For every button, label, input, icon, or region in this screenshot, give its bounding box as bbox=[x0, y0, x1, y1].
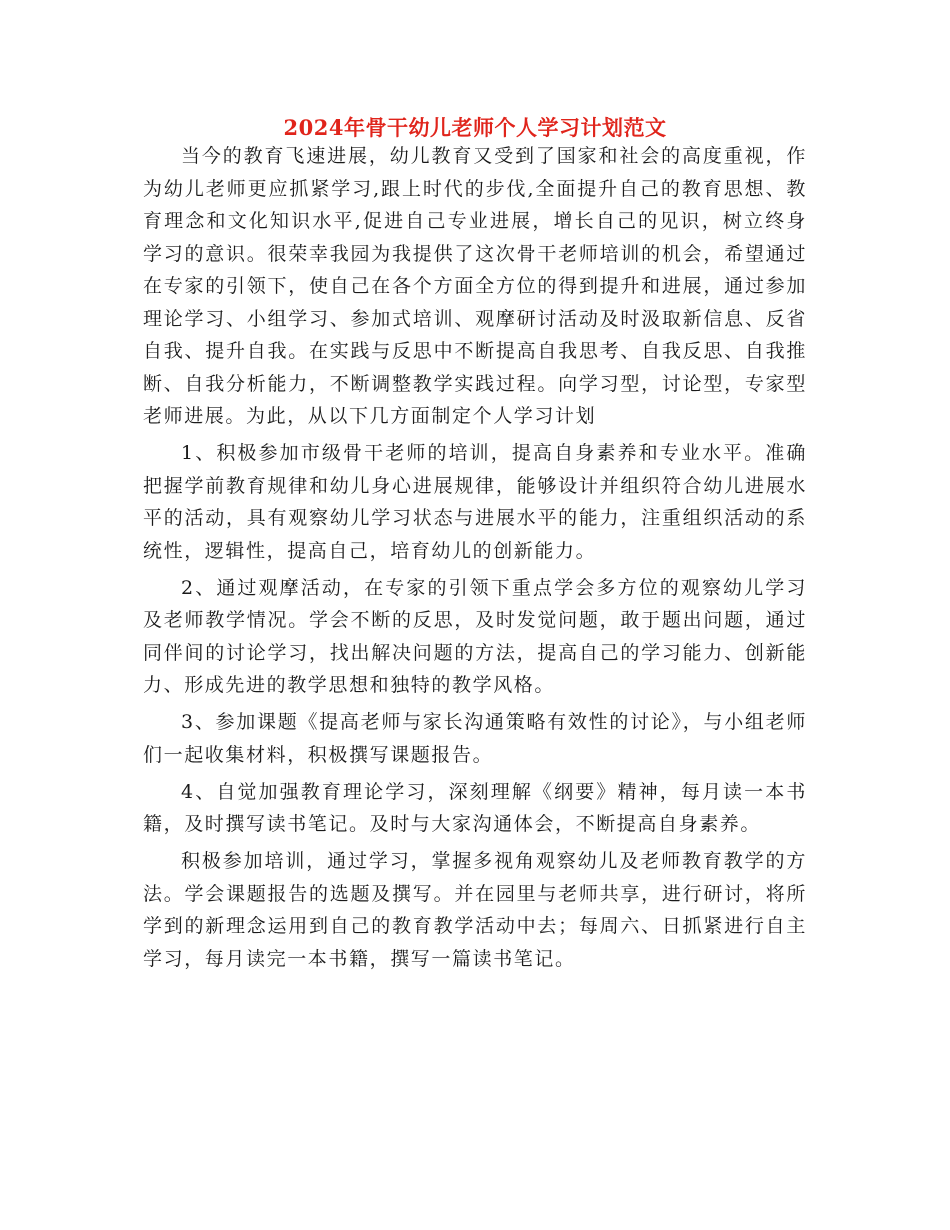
paragraph-item-1: 1、积极参加市级骨干老师的培训，提高自身素养和专业水平。准确把握学前教育规律和幼儿身心进展规律，能够设计并组织符合幼儿进展水平的活动，具有观察幼儿学习状态与进展水平的能力，注重组织活动的系统性，逻辑性，提高自己，培育幼儿的创新能力。 bbox=[143, 442, 807, 562]
paragraph-item-3: 3、参加课题《提高老师与家长沟通策略有效性的讨论》，与小组老师们一起收集材料，积极撰写课题报告。 bbox=[143, 711, 807, 766]
paragraph-item-2: 2、通过观摩活动，在专家的引领下重点学会多方位的观察幼儿学习及老师教学情况。学会不断的反思，及时发觉问题，敢于题出问题，通过同伴间的讨论学习，找出解决问题的方法，提高自己的学习能力、创新能力、形成先进的教学思想和独特的教学风格。 bbox=[143, 576, 807, 696]
paragraph-conclusion: 积极参加培训，通过学习，掌握多视角观察幼儿及老师教育教学的方法。学会课题报告的选题及撰写。并在园里与老师共享，进行研讨，将所学到的新理念运用到自己的教育教学活动中去；每周六、日抓紧进行自主学习，每月读完一本书籍，撰写一篇读书笔记。 bbox=[143, 850, 807, 970]
document-title: 2024年骨干幼儿老师个人学习计划范文 bbox=[283, 115, 667, 140]
paragraph-item-4: 4、自觉加强教育理论学习，深刻理解《纲要》精神，每月读一本书籍，及时撰写读书笔记。及时与大家沟通体会，不断提高自身素养。 bbox=[143, 780, 807, 835]
paragraph-intro: 当今的教育飞速进展，幼儿教育又受到了国家和社会的高度重视，作为幼儿老师更应抓紧学习,跟上时代的步伐,全面提升自己的教育思想、教育理念和文化知识水平,促进自己专业进展，增长自己的见识，树立终身学习的意识。很荣幸我园为我提供了这次骨干老师培训的机会，希望通过在专家的引领下，使自己在各个方面全方位的得到提升和进展，通过参加理论学习、小组学习、参加式培训、观摩研讨活动及时汲取新信息、反省自我、提升自我。在实践与反思中不断提高自我思考、自我反思、自我推断、自我分析能力，不断调整教学实践过程。向学习型，讨论型，专家型老师进展。为此，从以下几方面制定个人学习计划 bbox=[143, 145, 807, 427]
document-body bbox=[143, 140, 807, 980]
